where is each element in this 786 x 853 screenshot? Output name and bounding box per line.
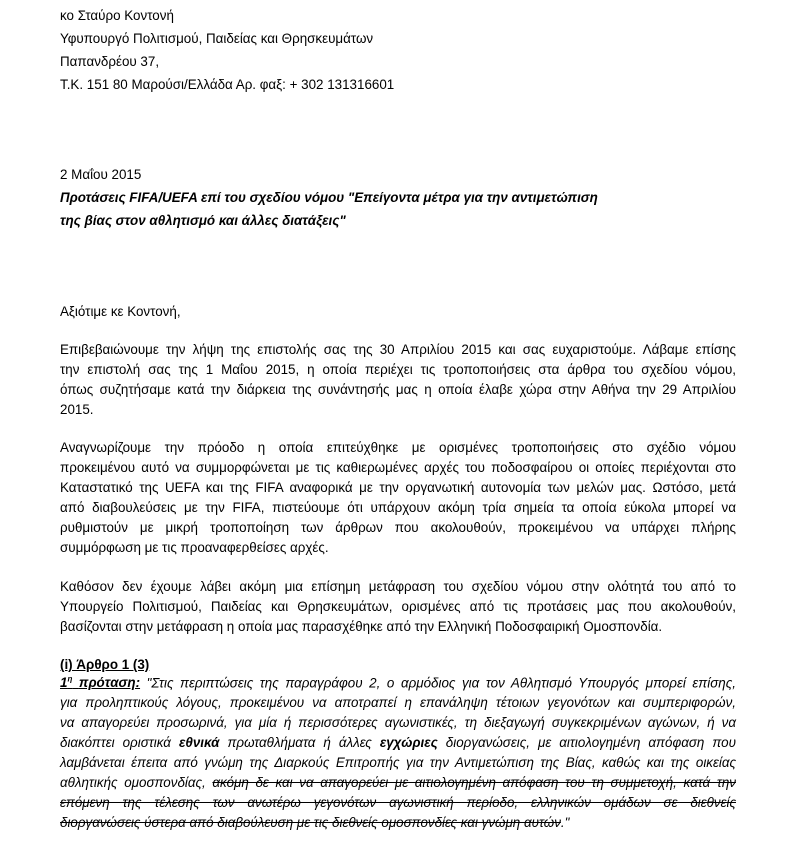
proposal-bold-national: εθνικά	[178, 735, 220, 750]
section-heading-text: (i) Άρθρο 1 (3)	[60, 657, 150, 672]
proposal-text: πρωταθλήματα ή άλλες	[227, 735, 372, 750]
proposal-line: να απαγορεύει προσωρινά, για μία ή περισσότερες αγωνιστικές, τη διεξαγωγή συγκεκριμένων αγώνων, ή να	[60, 715, 736, 730]
proposal-bold-domestic: εγχώριες	[379, 735, 438, 750]
proposal-closing-quote: ."	[560, 815, 570, 830]
para2-line: προκειμένου αυτό να συμμορφώνεται με τις καθιερωμένες αρχές του ποδοσφαίρου οι οποίες περιέχονται στο	[60, 460, 736, 475]
proposal-line-8	[60, 815, 569, 830]
proposal-text: "Στις περιπτώσεις της παραγράφου 2, ο αρμόδιος για τον Αθλητισμό Υπουργός μπορεί επίσης,	[146, 675, 736, 691]
recipient-street: Παπανδρέου 37,	[60, 54, 160, 69]
para1-line: 2015.	[60, 402, 94, 417]
proposal-line-6	[60, 775, 736, 790]
para3-line: Καθόσον δεν έχουμε λάβει ακόμη μια επίσημη μετάφραση του σχεδίου νόμου στην ολότητά του από το	[60, 579, 736, 594]
recipient-city-fax: Τ.Κ. 151 80 Μαρούσι/Ελλάδα Αρ. φαξ: + 302 131316601	[60, 77, 395, 92]
para3-line: Υπουργείο Πολιτισμού, Παιδείας και Θρησκευμάτων, ορισμένες από τις προτάσεις μας που ακολουθούν,	[60, 599, 736, 614]
para3-line: βασίζονται στην μετάφραση η οποία μας παρασχέθηκε από την Ελληνική Ποδοσφαιρική Ομοσπονδία.	[60, 619, 663, 634]
recipient-title: Υφυπουργό Πολιτισμού, Παιδείας και Θρησκευμάτων	[60, 31, 374, 46]
recipient-name: κο Σταύρο Κοντονή	[60, 8, 174, 23]
para2-line: Αναγνωρίζουμε την πρόοδο η οποία επιτεύχθηκε με ορισμένες τροποποιήσεις στο σχέδιο νόμου	[60, 440, 736, 455]
para2-line: συμμόρφωση με τις προαναφερθείσες αρχές.	[60, 540, 329, 555]
proposal-superscript: η	[67, 675, 73, 684]
proposal-line-1	[60, 675, 736, 690]
proposal-struck-text: ακόμη δε και να απαγορεύει με αιτιολογημένη απόφαση του τη συμμετοχή, κατά την	[212, 775, 736, 790]
greeting: Αξιότιμε κε Κοντονή,	[60, 304, 181, 319]
proposal-line: λαμβάνεται έπειτα από γνώμη της Διαρκούς Επιτροπής για την Αντιμετώπιση της Βίας, καθώς και της οικείας	[60, 755, 736, 770]
letter-date: 2 Μαΐου 2015	[60, 167, 142, 182]
para1-line: Επιβεβαιώνουμε την λήψη της επιστολής σας της 30 Απριλίου 2015 και σας ευχαριστούμε. Λάβαμε επίσης	[60, 342, 736, 357]
para2-line: από διαβουλεύσεις με την FIFA, πιστεύουμε ότι υπάρχουν ακόμη τρία σημεία τα οποία εύκολα μπορεί να	[60, 500, 736, 515]
proposal-label	[60, 675, 140, 690]
subject-line-1: Προτάσεις FIFA/UEFA επί του σχεδίου νόμου "Επείγοντα μέτρα για την αντιμετώπιση	[60, 190, 598, 205]
para1-line: όπως συζητήσαμε κατά την διάρκεια της συνάντησής μας η οποία έλαβε χώρα στην Αθήνα την 29 Απριλίου	[60, 382, 736, 397]
proposal-text: διοργανώσεις, με αιτιολογημένη απόφαση που	[445, 735, 736, 750]
subject-line-2: της βίας στον αθλητισμό και άλλες διατάξεις"	[60, 213, 346, 228]
section-heading	[60, 657, 149, 672]
proposal-number: 1	[60, 675, 68, 691]
proposal-struck-text: διοργανώσεις ύστερα από διαβούλευση με τις διεθνείς ομοσπονδίες και γνώμη αυτών	[60, 815, 561, 830]
proposal-line-4	[60, 735, 736, 750]
proposal-struck-line: επόμενη της τέλεσης των ανωτέρω γεγονότων αγωνιστική περίοδο, ελληνικών ομάδων σε διεθνείς	[60, 795, 736, 810]
para2-line: Καταστατικό της UEFA και της FIFA αναφορικά με την οργανωτική αυτονομία των μελών μας. Ωστόσο, μετά	[60, 480, 736, 495]
proposal-word: πρόταση:	[78, 675, 141, 691]
para2-line: ρυθμιστούν με μικρή τροποποίηση των άρθρων που ακολουθούν, προκειμένου να υπάρχει πλήρης	[60, 520, 736, 535]
proposal-text: αθλητικής ομοσπονδίας,	[60, 775, 206, 790]
para1-line: την επιστολή σας της 1 Μαΐου 2015, η οποία περιέχει τις τροποποιήσεις στα άρθρα του σχεδίου νόμου,	[60, 362, 736, 377]
proposal-text: διακόπτει οριστικά	[60, 735, 171, 750]
proposal-line: για προληπτικούς λόγους, προκειμένου να αποτραπεί η επανάληψη τέτοιων γεγονότων και συμπεριφορών,	[60, 695, 736, 710]
